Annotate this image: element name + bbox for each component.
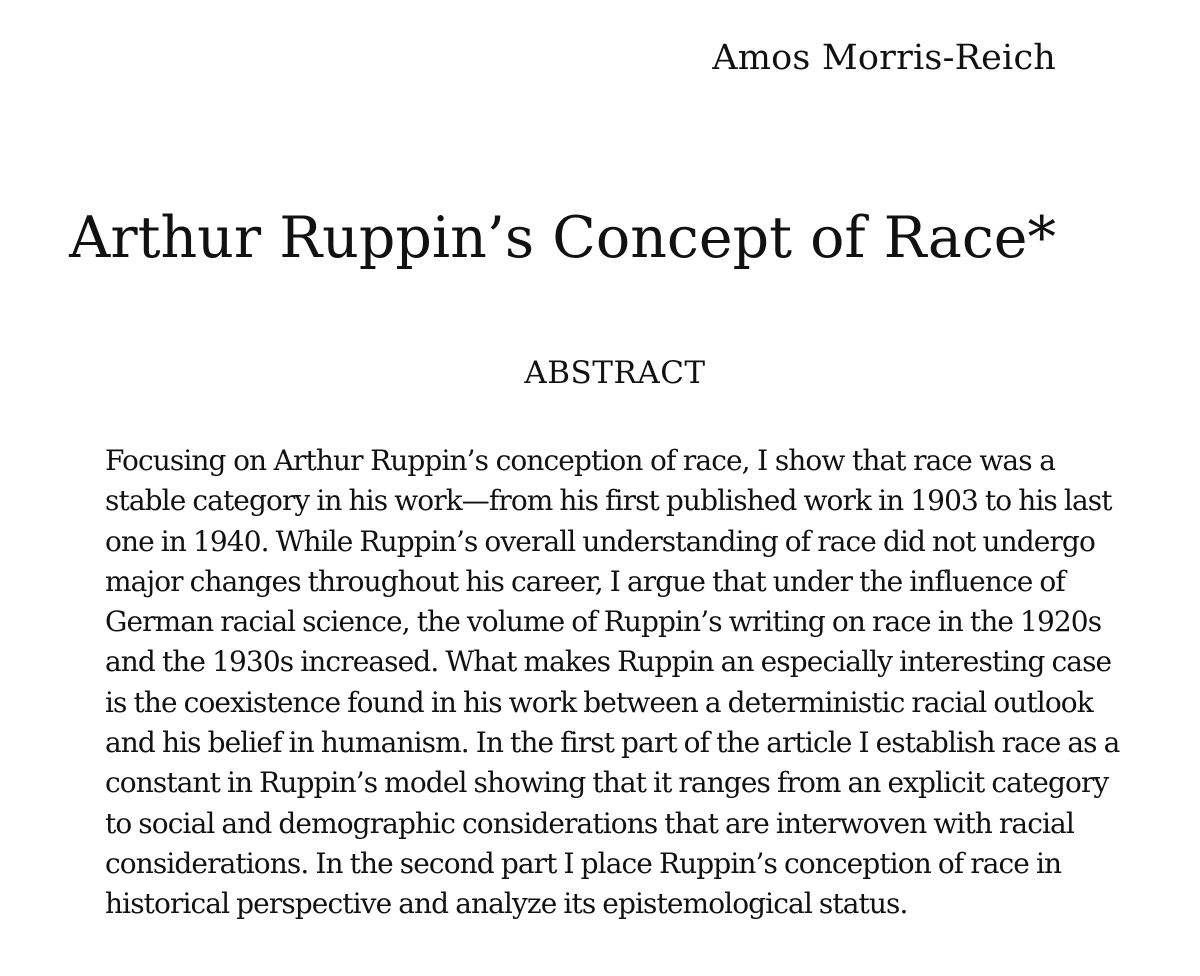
abstract-line: and his belief in humanism. In the first part of the article I establish race as a bbox=[105, 726, 1120, 760]
article-title: Arthur Ruppin’s Concept of Race* bbox=[69, 205, 1056, 271]
abstract-line: stable category in his work—from his first published work in 1903 to his last bbox=[105, 484, 1112, 518]
abstract-line: major changes throughout his career, I argue that under the influence of bbox=[105, 564, 1065, 598]
abstract-line: Focusing on Arthur Ruppin’s conception of race, I show that race was a bbox=[105, 444, 1055, 477]
abstract-line: historical perspective and analyze its epistemological status. bbox=[105, 887, 908, 921]
abstract-line: German racial science, the volume of Ruppin’s writing on race in the 1920s bbox=[105, 605, 1102, 639]
abstract-line: considerations. In the second part I place Ruppin’s conception of race in bbox=[105, 846, 1062, 880]
abstract-line: to social and demographic considerations that are interwoven with racial bbox=[105, 806, 1074, 840]
abstract-heading: ABSTRACT bbox=[524, 355, 706, 391]
abstract-line: and the 1930s increased. What makes Ruppin an especially interesting case bbox=[105, 645, 1112, 679]
abstract-line: is the coexistence found in his work between a deterministic racial outlook bbox=[105, 685, 1093, 719]
abstract-line: one in 1940. While Ruppin’s overall understanding of race did not undergo bbox=[105, 524, 1095, 558]
abstract-line: constant in Ruppin’s model showing that it ranges from an explicit category bbox=[105, 766, 1109, 800]
author-name: Amos Morris-Reich bbox=[712, 38, 1056, 78]
abstract-body bbox=[105, 441, 1120, 925]
